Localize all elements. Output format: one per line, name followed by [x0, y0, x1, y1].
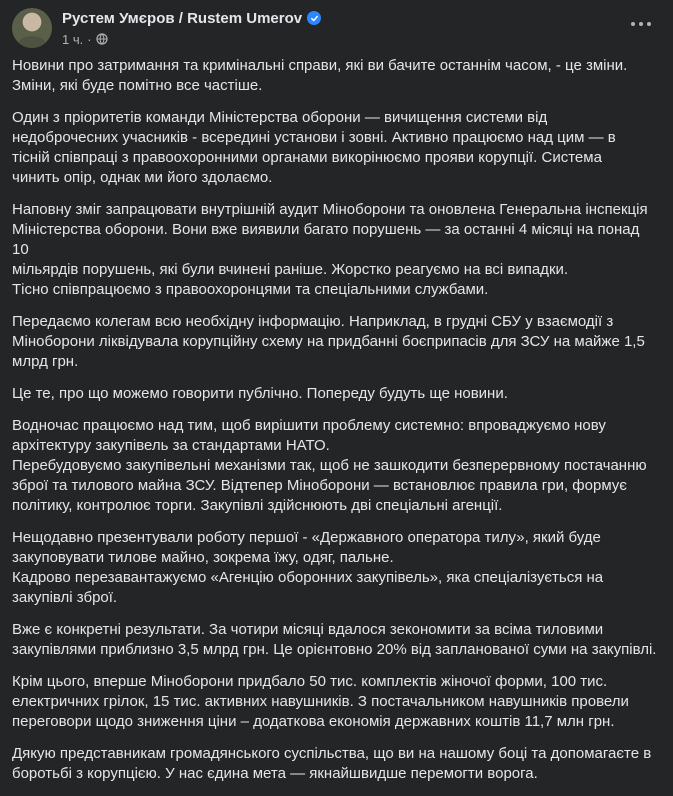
post-meta [62, 8, 321, 48]
post-paragraph: Новини про затримання та кримінальні справи, які ви бачите останнім часом, - це зміни. Зміни, які буде помітно все частіше. [12, 57, 628, 94]
post-paragraph: Крім цього, вперше Міноборони придбало 50 тис. комплектів жіночої форми, 100 тис. електричних грілок, 15 тис. активних навушників. З постачальником навушників провели переговори щодо зниження ціни – додаткова економія державних коштів 11,7 млн грн. [12, 673, 629, 730]
post-timestamp[interactable]: 1 ч. [62, 31, 84, 47]
post-paragraph: Водночас працюємо над тим, щоб вирішити проблему системно: впроваджуємо нову архітектуру закупівель за стандартами НАТО. Перебудовуємо закупівельні механізми так, щоб не зашкодити безперервному постачанню зброї та тилового майна ЗСУ. Відтепер Міноборони — встановлює правила гри, формує політику, контролює торги. Закупівлі здійснюють дві спеціальні агенції. [12, 417, 647, 514]
post-paragraph: Вже є конкретні результати. За чотири місяці вдалося зекономити за всіма тиловими закупівлями приблизно 3,5 млрд грн. Це орієнтовно 20% від запланованої суми на закупівлі. [12, 621, 657, 658]
menu-dot [647, 22, 651, 26]
post-paragraph: Один з пріоритетів команди Міністерства оборони — вичищення системи від недоброчесних учасників - всередині установи і зовні. Активно працюємо над цим — в тісній співпраці з правоохоронними органами викорінюємо прояви корупції. Система чинить опір, однак ми його здолаємо. [12, 109, 616, 186]
more-horizontal-icon[interactable] [623, 12, 659, 36]
avatar[interactable] [12, 8, 52, 48]
post-header [12, 8, 321, 48]
author-name[interactable]: Рустем Умєров / Rustem Umerov [62, 9, 303, 27]
verified-badge-icon [307, 11, 321, 25]
post-paragraph: Нещодавно презентували роботу першої - «Державного оператора тилу», який буде закуповувати тилове майно, зокрема їжу, одяг, пальне. Кадрово перезавантажуємо «Агенцію оборонних закупівель», яка спеціалізується на закупівлі зброї. [12, 529, 604, 606]
post-paragraph: Передаємо колегам всю необхідну інформацію. Наприклад, в грудні СБУ у взаємодії з Міноборони ліквідувала корупційну схему на придбанні боєприпасів для ЗСУ на майже 1,5 млрд грн. [12, 313, 645, 370]
menu-dot [631, 22, 635, 26]
timestamp-row [62, 30, 321, 48]
menu-dot [639, 22, 643, 26]
separator: · [87, 31, 92, 47]
author-row [62, 8, 321, 28]
post-paragraph: Дякую представникам громадянського суспільства, що ви на нашому боці та допомагаєте в боротьбі з корупцією. У нас єдина мета — якнайшвидше перемогти ворога. [12, 745, 652, 782]
globe-icon[interactable] [96, 33, 108, 45]
post-paragraph: Наповну зміг запрацювати внутрішній аудит Міноборони та оновлена Генеральна інспекція Міністерства оборони. Вони вже виявили багато порушень — за останні 4 місяці на понад 10 мільярдів порушень, які були вчинені раніше. Жорстко реагуємо на всі випадки. Тісно співпрацюємо з правоохоронцями та спеціальними службами. [12, 201, 648, 298]
post-paragraph: Це те, про що можемо говорити публічно. Попереду будуть ще новини. [12, 385, 508, 402]
post-text [12, 56, 660, 796]
